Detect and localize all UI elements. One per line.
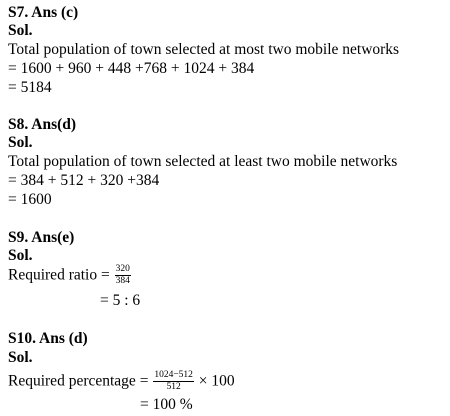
s9-equals-sign: =: [100, 266, 110, 284]
s10-fraction-denominator: 512: [166, 382, 181, 392]
s10-multiply-hundred: × 100: [198, 372, 235, 390]
s8-heading: S8. Ans(d): [8, 116, 77, 133]
s8-description: Total population of town selected at least two mobile networks: [8, 153, 398, 170]
s7-sol-label: Sol.: [8, 22, 33, 39]
s9-fraction-numerator: 320: [115, 264, 130, 274]
s10-percentage-equation: [8, 370, 235, 393]
s9-fraction: [115, 264, 131, 287]
s10-percentage-label: Required percentage: [8, 372, 136, 390]
s9-ratio-label: Required ratio: [8, 266, 98, 284]
s8-sol-label: Sol.: [8, 134, 33, 151]
s9-fraction-denominator: 384: [115, 276, 130, 286]
s10-result: = 100 %: [140, 396, 193, 413]
s8-result: = 1600: [8, 191, 52, 208]
s10-equals-sign: =: [139, 372, 149, 390]
s7-result: = 5184: [8, 79, 52, 96]
s9-sol-label: Sol.: [8, 247, 33, 264]
s10-fraction: [153, 370, 194, 393]
s9-ratio-equation: [8, 264, 132, 287]
s7-description: Total population of town selected at most two mobile networks: [8, 41, 400, 58]
s7-expression: = 1600 + 960 + 448 +768 + 1024 + 384: [8, 60, 255, 77]
s9-result: = 5 : 6: [100, 292, 141, 309]
s8-expression: = 384 + 512 + 320 +384: [8, 172, 160, 189]
s10-heading: S10. Ans (d): [8, 330, 88, 347]
s7-heading: S7. Ans (c): [8, 4, 79, 21]
s9-heading: S9. Ans(e): [8, 229, 75, 246]
s10-sol-label: Sol.: [8, 349, 33, 366]
s10-fraction-numerator: 1024−512: [154, 370, 193, 380]
